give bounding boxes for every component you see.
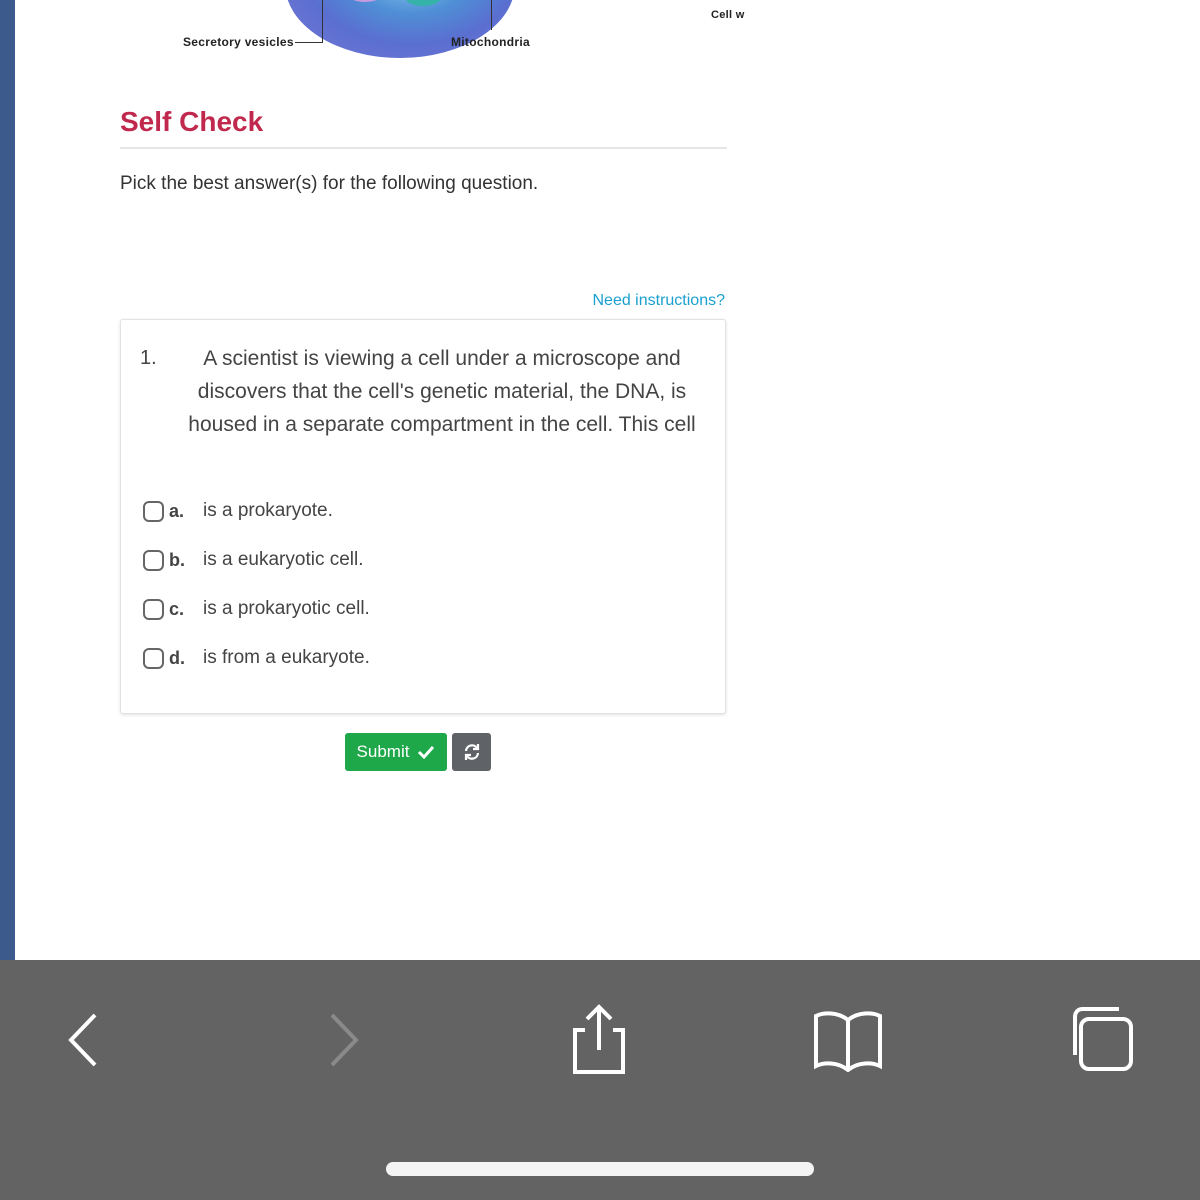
option-d-letter: d. xyxy=(169,647,185,668)
reset-button[interactable] xyxy=(452,733,491,771)
bookmarks-button[interactable] xyxy=(808,1000,888,1080)
title-divider xyxy=(120,147,727,149)
share-icon xyxy=(565,1002,625,1078)
option-b-letter: b. xyxy=(169,549,185,570)
refresh-icon xyxy=(462,742,482,762)
submit-label: Submit xyxy=(356,742,410,761)
option-a[interactable] xyxy=(143,498,333,524)
left-edge-bar xyxy=(0,0,15,960)
option-b-checkbox[interactable] xyxy=(143,550,164,571)
option-d-checkbox[interactable] xyxy=(143,648,164,669)
home-indicator[interactable] xyxy=(386,1162,814,1176)
option-a-text: is a prokaryote. xyxy=(203,500,333,521)
question-text: A scientist is viewing a cell under a microscope and discovers that the cell's genetic material, the DNA, is housed in a separate compartment in the cell. This cell xyxy=(188,347,696,436)
back-button[interactable] xyxy=(43,1000,123,1080)
cell-diagram-figure xyxy=(120,0,760,70)
option-c-text: is a prokaryotic cell. xyxy=(203,598,370,619)
question-card xyxy=(120,319,726,714)
cell-illustration xyxy=(285,0,515,58)
tabs-icon xyxy=(1065,1005,1135,1075)
self-check-title: Self Check xyxy=(120,106,264,137)
option-d[interactable] xyxy=(143,645,370,671)
instruction-text: Pick the best answer(s) for the following question. xyxy=(120,173,539,194)
option-c[interactable] xyxy=(143,596,370,622)
option-b-text: is a eukaryotic cell. xyxy=(203,549,364,570)
check-icon xyxy=(417,745,435,759)
submit-button[interactable] xyxy=(345,733,447,771)
secretory-leader-line-h xyxy=(295,42,323,43)
browser-toolbar xyxy=(0,960,1200,1200)
mitochondria-leader-line xyxy=(491,0,492,30)
bookmarks-icon xyxy=(812,1008,884,1072)
secretory-leader-line xyxy=(322,0,323,42)
option-b[interactable] xyxy=(143,547,364,573)
option-a-letter: a. xyxy=(169,500,185,521)
option-d-text: is from a eukaryote. xyxy=(203,647,370,668)
question-number: 1. xyxy=(140,347,157,369)
tabs-button[interactable] xyxy=(1060,1000,1140,1080)
back-icon xyxy=(63,1010,103,1070)
label-cell-wall: Cell w xyxy=(711,9,745,21)
option-a-checkbox[interactable] xyxy=(143,501,164,522)
forward-icon xyxy=(324,1010,364,1070)
label-secretory-vesicles: Secretory vesicles xyxy=(183,35,294,49)
share-button[interactable] xyxy=(555,1000,635,1080)
need-instructions-link[interactable]: Need instructions? xyxy=(592,292,725,309)
option-c-checkbox[interactable] xyxy=(143,599,164,620)
option-c-letter: c. xyxy=(169,598,185,619)
label-mitochondria: Mitochondria xyxy=(451,35,530,49)
forward-button[interactable] xyxy=(304,1000,384,1080)
